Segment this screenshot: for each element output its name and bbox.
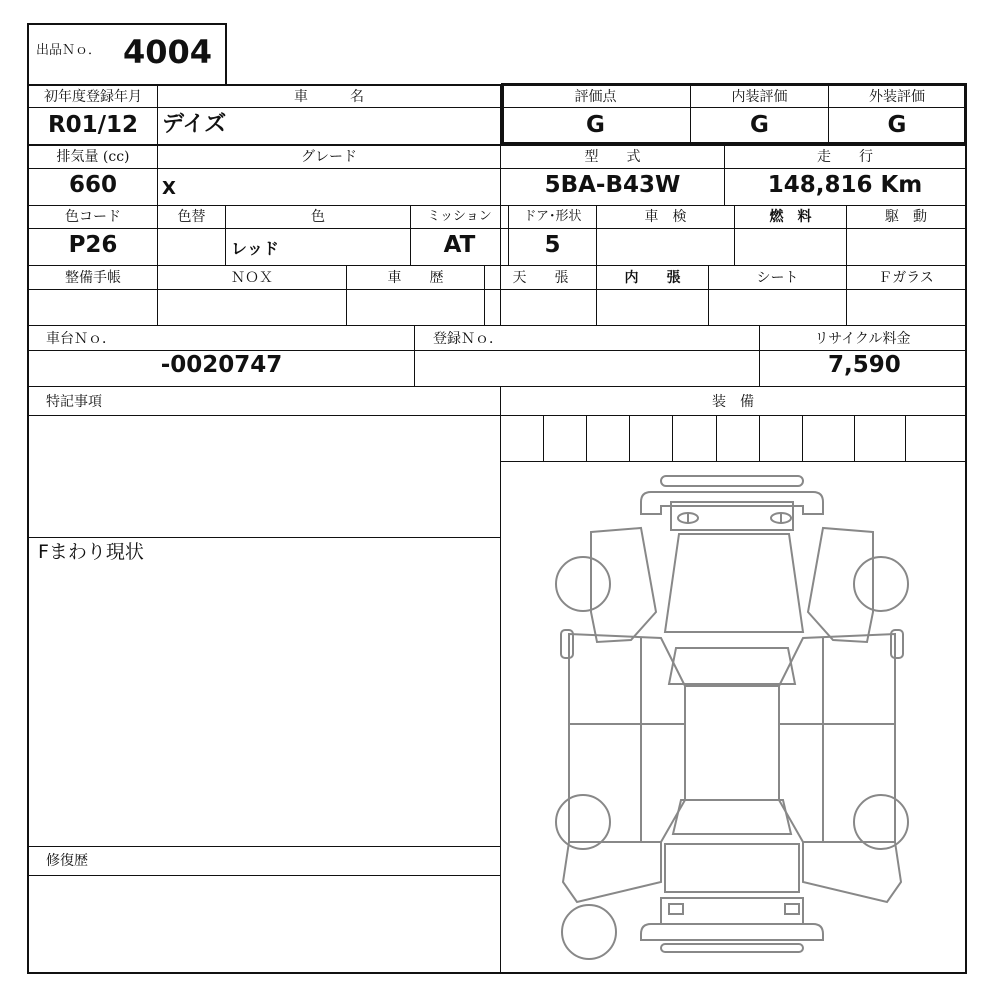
mission-value: AT xyxy=(443,232,476,258)
reg-year-value: R01/12 xyxy=(47,112,139,138)
history-label: 車 歴 xyxy=(387,270,444,286)
displacement-value: 660 xyxy=(68,172,117,198)
score-value: G xyxy=(586,112,605,138)
lot-label: 出品Ｎｏ． xyxy=(36,43,102,58)
reg-no-label: 登録Ｎｏ． xyxy=(433,331,503,347)
front-note: Fまわり現状 xyxy=(38,541,144,563)
displacement-label: 排気量 (cc) xyxy=(56,149,130,165)
model-value: 5BA-B43W xyxy=(544,172,681,198)
mileage-value: 148,816 Km xyxy=(767,172,923,198)
fglass-label: Ｆガラス xyxy=(878,270,934,286)
doors-label: ドア･形状 xyxy=(523,209,582,224)
mileage-label: 走 行 xyxy=(817,149,873,165)
recycle-value: 7,590 xyxy=(828,352,901,378)
inspection-label: 車 検 xyxy=(644,209,687,225)
recycle-label: リサイクル料金 xyxy=(814,331,911,347)
mission-label: ミッション xyxy=(427,209,492,224)
interior-value: G xyxy=(750,112,769,138)
car-name-value: デイズ xyxy=(162,112,227,137)
drive-label: 駆 動 xyxy=(885,209,927,225)
model-label: 型 式 xyxy=(584,149,641,165)
chassis-value: -0020747 xyxy=(160,352,283,378)
repaint-label: 色替 xyxy=(177,209,206,225)
seat-label: シート xyxy=(756,270,799,286)
grade-label: グレード xyxy=(301,149,357,165)
color-label: 色 xyxy=(311,209,325,225)
exterior-label: 外装評価 xyxy=(869,89,925,105)
color-code-label: 色コード xyxy=(65,209,121,225)
color-value: レッド xyxy=(231,239,279,258)
car-name-label: 車 名 xyxy=(294,89,364,105)
chassis-label: 車台Ｎｏ． xyxy=(46,331,116,347)
color-code-value: P26 xyxy=(68,232,118,258)
nox-label: ＮＯＸ xyxy=(231,270,273,286)
maintenance-label: 整備手帳 xyxy=(65,270,121,286)
repair-history-label: 修復歴 xyxy=(46,853,88,869)
score-label: 評価点 xyxy=(574,89,617,105)
special-notes-label: 特記事項 xyxy=(46,394,102,410)
exterior-value: G xyxy=(887,112,907,138)
car-damage-diagram xyxy=(501,462,965,972)
interior-trim-label: 内 張 xyxy=(624,270,681,286)
fuel-label: 燃 料 xyxy=(769,209,812,225)
lot-number: 4004 xyxy=(123,33,213,71)
equipment-label: 装 備 xyxy=(712,394,754,410)
reg-year-label: 初年度登録年月 xyxy=(44,89,142,105)
interior-label: 内装評価 xyxy=(731,89,788,105)
doors-value: 5 xyxy=(544,232,561,258)
roof-label: 天 張 xyxy=(512,270,569,286)
grade-value: X xyxy=(162,178,176,199)
